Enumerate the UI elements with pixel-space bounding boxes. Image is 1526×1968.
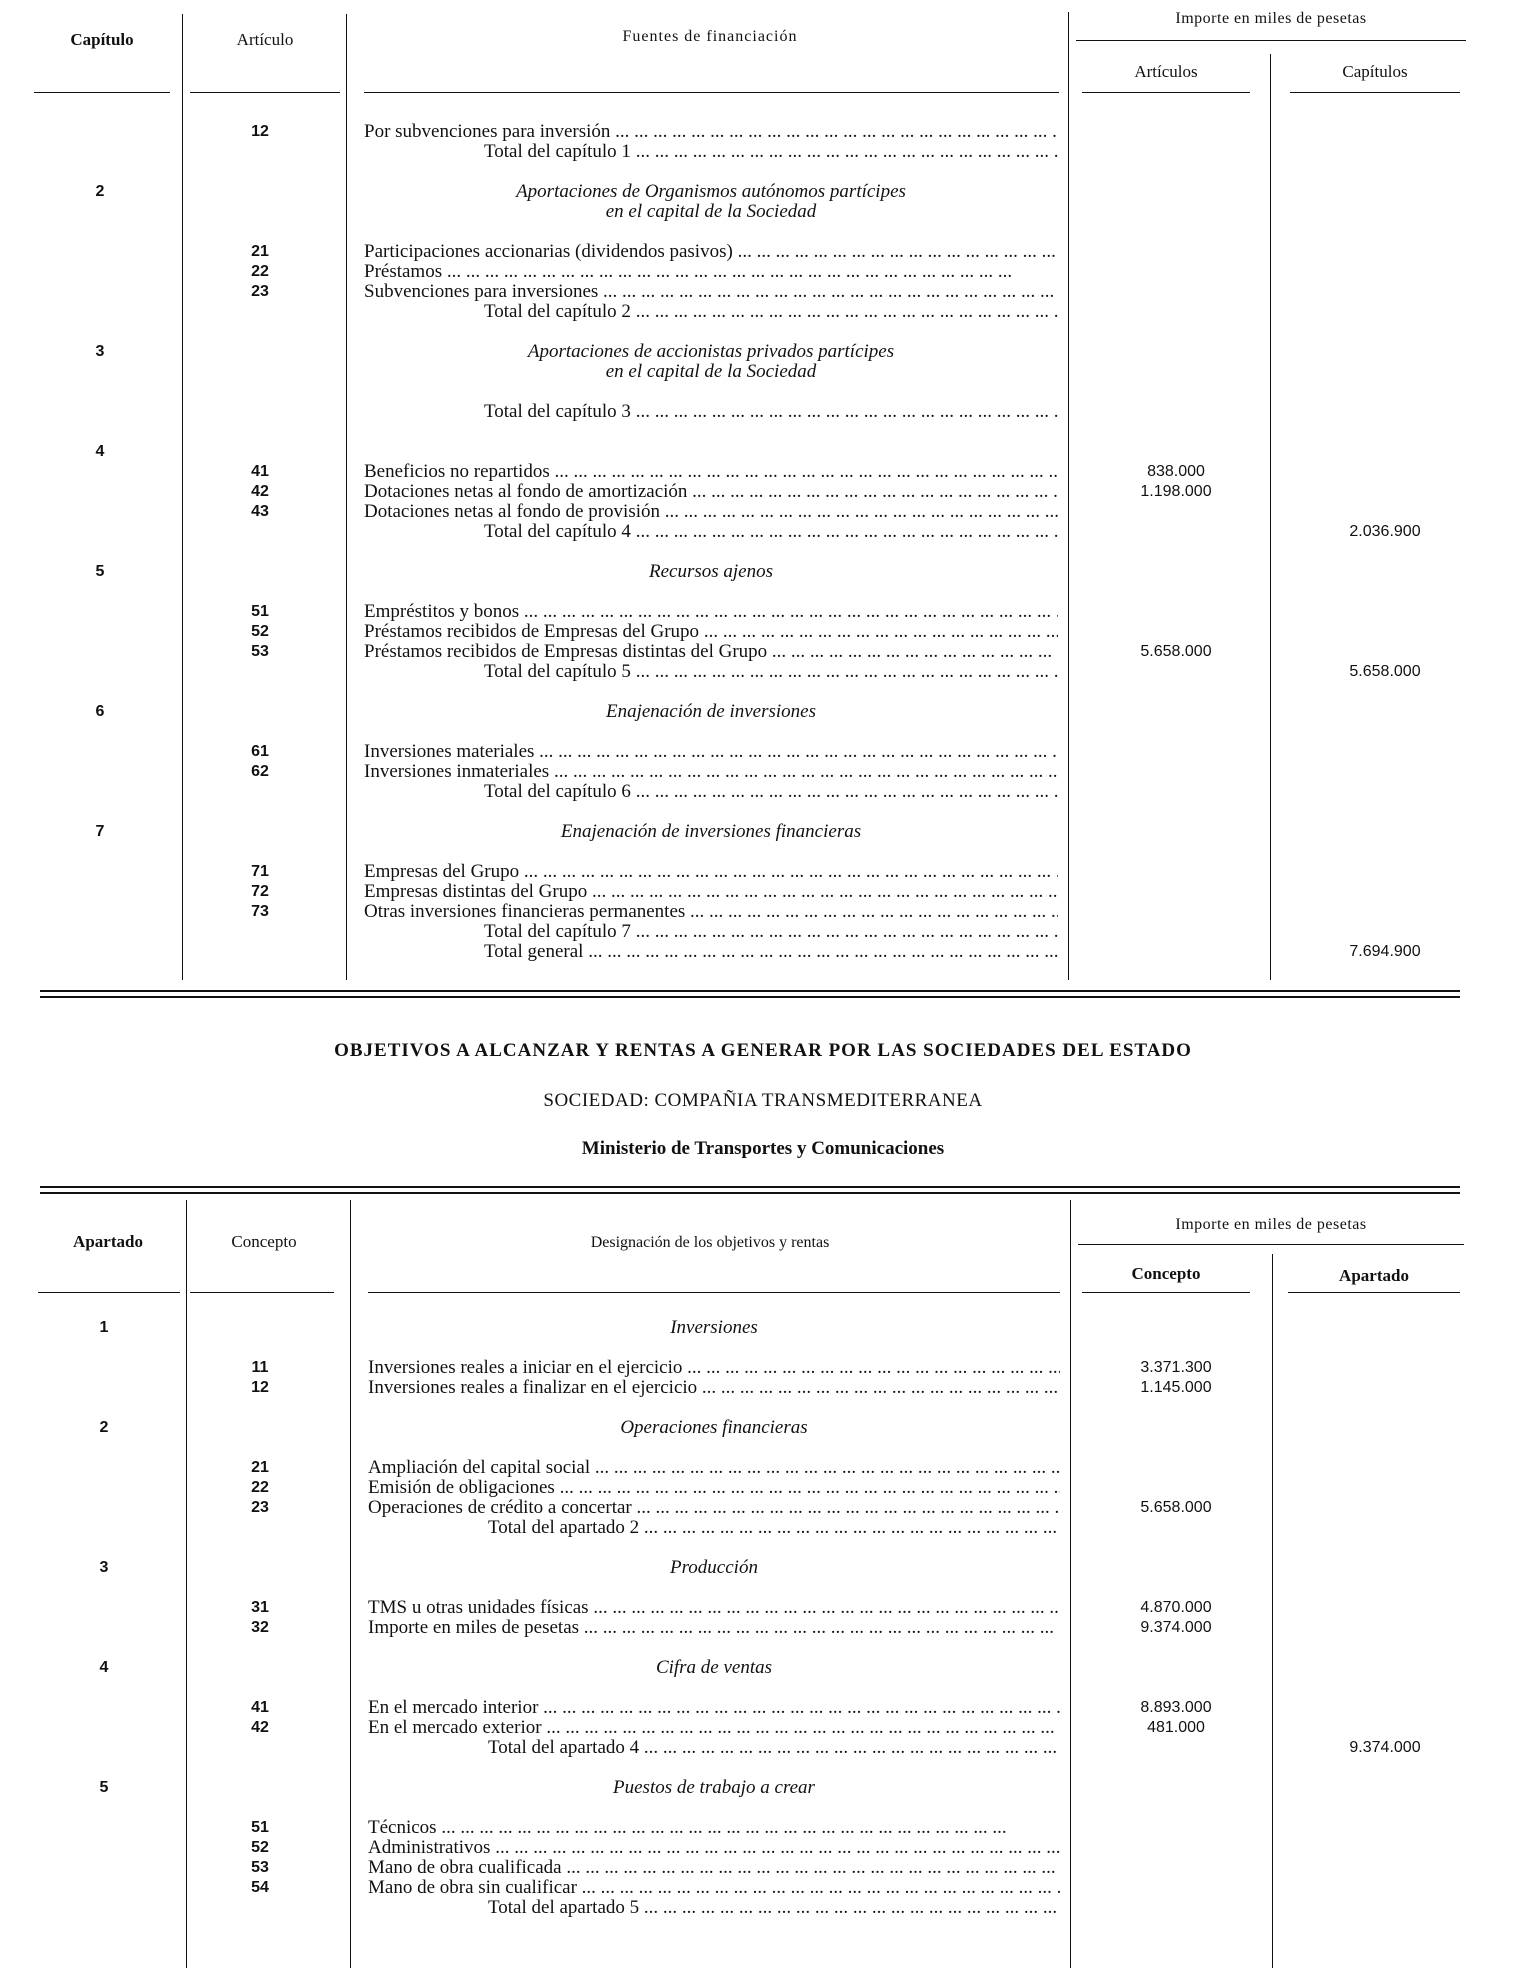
header-importe-2: Importe en miles de pesetas	[1175, 1216, 1367, 1233]
header2-rule-ap	[38, 1292, 180, 1293]
leader-dots	[631, 662, 1058, 682]
row-description	[364, 462, 1058, 482]
row-item-number: 62	[251, 763, 269, 780]
row-item-number: 22	[251, 1479, 269, 1496]
divider2-3	[1070, 1200, 1071, 1968]
row-description	[364, 902, 1058, 922]
bottom-rule-a	[40, 990, 1460, 992]
leader-dots	[555, 1478, 1060, 1498]
row-description	[368, 1878, 1060, 1898]
section-title: OBJETIVOS A ALCANZAR Y RENTAS A GENERAR POR LAS SOCIEDADES DEL ESTADO	[334, 1040, 1192, 1061]
divider-2	[346, 14, 347, 980]
header-rule-cap	[34, 92, 170, 93]
row-description	[364, 282, 1058, 302]
row-description	[368, 1618, 1060, 1638]
row-description	[364, 502, 1058, 522]
row-description-text: Ampliación del capital social	[368, 1458, 591, 1478]
row-item-number: 21	[251, 1459, 269, 1476]
row-group-number: 5	[99, 1779, 109, 1796]
leader-dots	[660, 502, 1058, 522]
leader-dots	[577, 1878, 1060, 1898]
leader-dots	[542, 1718, 1060, 1738]
row-description-text: Dotaciones netas al fondo de amortización	[364, 482, 688, 502]
row-description-text: Por subvenciones para inversión	[364, 122, 611, 142]
row-description	[368, 1838, 1060, 1858]
row-description-text: Mano de obra cualificada	[368, 1858, 562, 1878]
row-amount-item: 3.371.300	[1140, 1359, 1212, 1376]
row-description-text: Préstamos recibidos de Empresas distintas del Grupo	[364, 642, 768, 662]
row-amount-item: 1.198.000	[1140, 483, 1212, 500]
row-item-number: 42	[251, 483, 269, 500]
row-amount-total: 2.036.900	[1349, 523, 1421, 540]
row-amount-item: 1.145.000	[1140, 1379, 1212, 1396]
row-amount-item: 8.893.000	[1140, 1699, 1212, 1716]
row-item-number: 54	[251, 1879, 269, 1896]
row-description-text: En el mercado interior	[368, 1698, 539, 1718]
row-section-heading: Producción	[670, 1557, 758, 1578]
divider2-1	[186, 1200, 187, 1968]
leader-dots	[639, 1898, 1060, 1918]
row-description	[364, 642, 1058, 662]
leader-dots	[519, 602, 1058, 622]
row-description-text: Inversiones reales a finalizar en el ejercicio	[368, 1378, 698, 1398]
row-description-text: Empresas del Grupo	[364, 862, 520, 882]
row-item-number: 41	[251, 463, 269, 480]
row-description	[364, 242, 1058, 262]
leader-dots	[631, 402, 1058, 422]
leader-dots	[610, 122, 1058, 142]
header-concepto: Concepto	[231, 1232, 297, 1251]
row-section-heading: Enajenación de inversiones financieras	[560, 821, 862, 842]
leader-dots	[631, 922, 1058, 942]
leader-dots	[685, 902, 1058, 922]
leader-dots	[590, 1458, 1060, 1478]
leader-dots	[631, 522, 1058, 542]
row-section-heading: Aportaciones de Organismos autónomos partícipes	[516, 181, 906, 202]
row-item-number: 21	[251, 243, 269, 260]
row-group-number: 6	[95, 703, 105, 720]
row-description-text: Inversiones reales a iniciar en el ejercicio	[368, 1358, 683, 1378]
divider2-4	[1272, 1254, 1273, 1968]
leader-dots	[682, 1358, 1060, 1378]
row-description	[364, 402, 1058, 422]
row-item-number: 52	[251, 1839, 269, 1856]
row-description	[368, 1458, 1060, 1478]
row-description	[364, 302, 1058, 322]
row-description-text: Otras inversiones financieras permanentes	[364, 902, 686, 922]
row-description	[364, 482, 1058, 502]
row-item-number: 23	[251, 283, 269, 300]
header-fuentes: Fuentes de financiación	[622, 28, 798, 45]
leader-dots	[631, 142, 1058, 162]
row-description	[364, 262, 1058, 282]
header2-rule-apartado	[1288, 1292, 1460, 1293]
row-description-text: Empréstitos y bonos	[364, 602, 520, 622]
row-group-number: 4	[95, 443, 105, 460]
importe-rule-2	[1078, 1244, 1464, 1245]
leader-dots	[631, 302, 1058, 322]
row-description	[368, 1718, 1060, 1738]
header-apartado: Apartado	[73, 1232, 143, 1251]
leader-dots	[687, 482, 1058, 502]
row-group-number: 2	[99, 1419, 109, 1436]
row-item-number: 72	[251, 883, 269, 900]
row-description	[364, 122, 1058, 142]
row-item-number: 43	[251, 503, 269, 520]
row-description-text: Préstamos	[364, 262, 443, 282]
divider-4	[1270, 54, 1271, 980]
row-item-number: 32	[251, 1619, 269, 1636]
row-section-heading: Aportaciones de accionistas privados partícipes	[527, 341, 895, 362]
row-item-number: 31	[251, 1599, 269, 1616]
divider-1	[182, 14, 183, 980]
row-description	[364, 522, 1058, 542]
row-amount-total: 7.694.900	[1349, 943, 1421, 960]
row-amount-total: 9.374.000	[1349, 1739, 1421, 1756]
row-amount-total: 5.658.000	[1349, 663, 1421, 680]
company-title: SOCIEDAD: COMPAÑIA TRANSMEDITERRANEA	[543, 1090, 983, 1111]
leader-dots	[589, 1598, 1060, 1618]
leader-dots	[639, 1518, 1060, 1538]
row-description	[364, 942, 1058, 962]
row-description-text: Importe en miles de pesetas	[368, 1618, 580, 1638]
header2-rule-concepto	[1082, 1292, 1250, 1293]
leader-dots	[733, 242, 1058, 262]
row-section-heading: Recursos ajenos	[648, 561, 773, 582]
row-amount-item: 4.870.000	[1140, 1599, 1212, 1616]
header-rule-articulos	[1082, 92, 1250, 93]
row-item-number: 61	[251, 743, 269, 760]
row-description	[364, 762, 1058, 782]
row-description	[368, 1498, 1060, 1518]
leader-dots	[519, 862, 1058, 882]
row-amount-item: 9.374.000	[1140, 1619, 1212, 1636]
row-description-text: Total del capítulo 1	[484, 142, 631, 162]
row-description-text: Dotaciones netas al fondo de provisión	[364, 502, 661, 522]
row-item-number: 53	[251, 643, 269, 660]
row-section-heading: en el capital de la Sociedad	[605, 201, 817, 222]
row-description	[368, 1858, 1060, 1878]
row-section-heading: en el capital de la Sociedad	[605, 361, 817, 382]
row-amount-item: 5.658.000	[1140, 1499, 1212, 1516]
row-description	[368, 1518, 1060, 1538]
row-description-text: Total del apartado 2	[488, 1518, 640, 1538]
row-description	[368, 1898, 1060, 1918]
row-item-number: 51	[251, 603, 269, 620]
row-item-number: 51	[251, 1819, 269, 1836]
divider-3	[1068, 12, 1069, 980]
row-description-text: Mano de obra sin cualificar	[368, 1878, 577, 1898]
row-description-text: Operaciones de crédito a concertar	[368, 1498, 632, 1518]
header-importe: Importe en miles de pesetas	[1175, 10, 1367, 27]
leader-dots	[598, 282, 1058, 302]
row-description-text: Total del capítulo 2	[484, 302, 631, 322]
row-description-text: Empresas distintas del Grupo	[364, 882, 588, 902]
leader-dots	[550, 462, 1058, 482]
row-group-number: 7	[95, 823, 105, 840]
row-description	[368, 1478, 1060, 1498]
row-description-text: Total del apartado 5	[488, 1898, 640, 1918]
divider2-2	[350, 1200, 351, 1968]
row-section-heading: Cifra de ventas	[655, 1657, 773, 1678]
leader-dots	[699, 622, 1058, 642]
header-capitulos: Capítulos	[1342, 62, 1408, 81]
row-description	[364, 882, 1058, 902]
row-description-text: Total del capítulo 6	[484, 782, 631, 802]
row-description-text: Total del apartado 4	[488, 1738, 640, 1758]
row-description-text: Técnicos	[368, 1818, 437, 1838]
header-col-apartado: Apartado	[1339, 1266, 1409, 1285]
row-description	[364, 142, 1058, 162]
row-description	[368, 1698, 1060, 1718]
row-description-text: Total del capítulo 5	[484, 662, 631, 682]
row-description-text: Inversiones inmateriales	[364, 762, 550, 782]
header-rule-fuentes	[364, 92, 1059, 93]
leader-dots	[697, 1378, 1060, 1398]
leader-dots	[767, 642, 1058, 662]
leader-dots	[538, 1698, 1060, 1718]
leader-dots	[579, 1618, 1060, 1638]
leader-dots	[562, 1858, 1060, 1878]
row-description-text: Total del capítulo 7	[484, 922, 631, 942]
row-description-text: Total del capítulo 3	[484, 402, 631, 422]
row-description	[368, 1358, 1060, 1378]
leader-dots	[534, 742, 1058, 762]
row-item-number: 11	[251, 1359, 269, 1376]
row-group-number: 1	[99, 1319, 109, 1336]
row-description	[364, 622, 1058, 642]
ministry-title: Ministerio de Transportes y Comunicaciones	[581, 1138, 945, 1159]
row-description-text: En el mercado exterior	[368, 1718, 542, 1738]
row-description	[364, 782, 1058, 802]
header-col-concepto: Concepto	[1131, 1264, 1201, 1283]
leader-dots	[437, 1818, 1007, 1838]
row-description-text: Participaciones accionarias (dividendos pasivos)	[364, 242, 733, 262]
leader-dots	[549, 762, 1058, 782]
leader-dots	[442, 262, 1012, 282]
row-description	[368, 1378, 1060, 1398]
row-group-number: 5	[95, 563, 105, 580]
row-section-heading: Enajenación de inversiones	[605, 701, 816, 722]
header-articulos: Artículos	[1134, 62, 1198, 81]
row-group-number: 3	[95, 343, 105, 360]
row-section-heading: Inversiones	[670, 1317, 758, 1338]
row-description	[368, 1598, 1060, 1618]
importe-rule	[1076, 40, 1466, 41]
top-rule-a	[40, 1186, 1460, 1188]
top-rule-b	[40, 1192, 1460, 1194]
header2-rule-desig	[368, 1292, 1060, 1293]
leader-dots	[490, 1838, 1060, 1858]
row-description-text: TMS u otras unidades físicas	[368, 1598, 589, 1618]
row-item-number: 12	[251, 1379, 269, 1396]
header-articulo: Artículo	[236, 30, 294, 49]
row-description-text: Administrativos	[368, 1838, 491, 1858]
row-item-number: 12	[251, 123, 269, 140]
row-group-number: 2	[95, 183, 105, 200]
row-group-number: 4	[99, 1659, 109, 1676]
row-amount-item: 838.000	[1147, 463, 1205, 480]
row-description	[368, 1738, 1060, 1758]
leader-dots	[632, 1498, 1060, 1518]
row-item-number: 22	[251, 263, 269, 280]
row-amount-item: 5.658.000	[1140, 643, 1212, 660]
row-description-text: Emisión de obligaciones	[368, 1478, 555, 1498]
header-rule-capitulos	[1290, 92, 1460, 93]
row-description-text: Total general	[484, 942, 584, 962]
leader-dots	[583, 942, 1058, 962]
row-item-number: 42	[251, 1719, 269, 1736]
leader-dots	[639, 1738, 1060, 1758]
row-description-text: Préstamos recibidos de Empresas del Grupo	[364, 622, 700, 642]
header2-rule-con	[190, 1292, 334, 1293]
row-amount-item: 481.000	[1147, 1719, 1205, 1736]
row-description	[364, 662, 1058, 682]
row-section-heading: Operaciones financieras	[620, 1417, 808, 1438]
header-rule-art	[190, 92, 340, 93]
row-group-number: 3	[99, 1559, 109, 1576]
row-description-text: Inversiones materiales	[364, 742, 535, 762]
row-description-text: Beneficios no repartidos	[364, 462, 550, 482]
row-section-heading: Puestos de trabajo a crear	[613, 1777, 815, 1798]
header-designacion: Designación de los objetivos y rentas	[590, 1234, 830, 1251]
row-description-text: Total del capítulo 4	[484, 522, 631, 542]
row-item-number: 71	[251, 863, 269, 880]
row-description	[368, 1818, 1060, 1838]
row-item-number: 52	[251, 623, 269, 640]
leader-dots	[631, 782, 1058, 802]
leader-dots	[587, 882, 1058, 902]
row-description	[364, 862, 1058, 882]
row-item-number: 53	[251, 1859, 269, 1876]
bottom-rule-b	[40, 996, 1460, 998]
row-item-number: 23	[251, 1499, 269, 1516]
header-capitulo: Capítulo	[70, 30, 134, 49]
row-description-text: Subvenciones para inversiones	[364, 282, 599, 302]
row-item-number: 73	[251, 903, 269, 920]
row-description	[364, 922, 1058, 942]
row-description	[364, 742, 1058, 762]
row-description	[364, 602, 1058, 622]
row-item-number: 41	[251, 1699, 269, 1716]
